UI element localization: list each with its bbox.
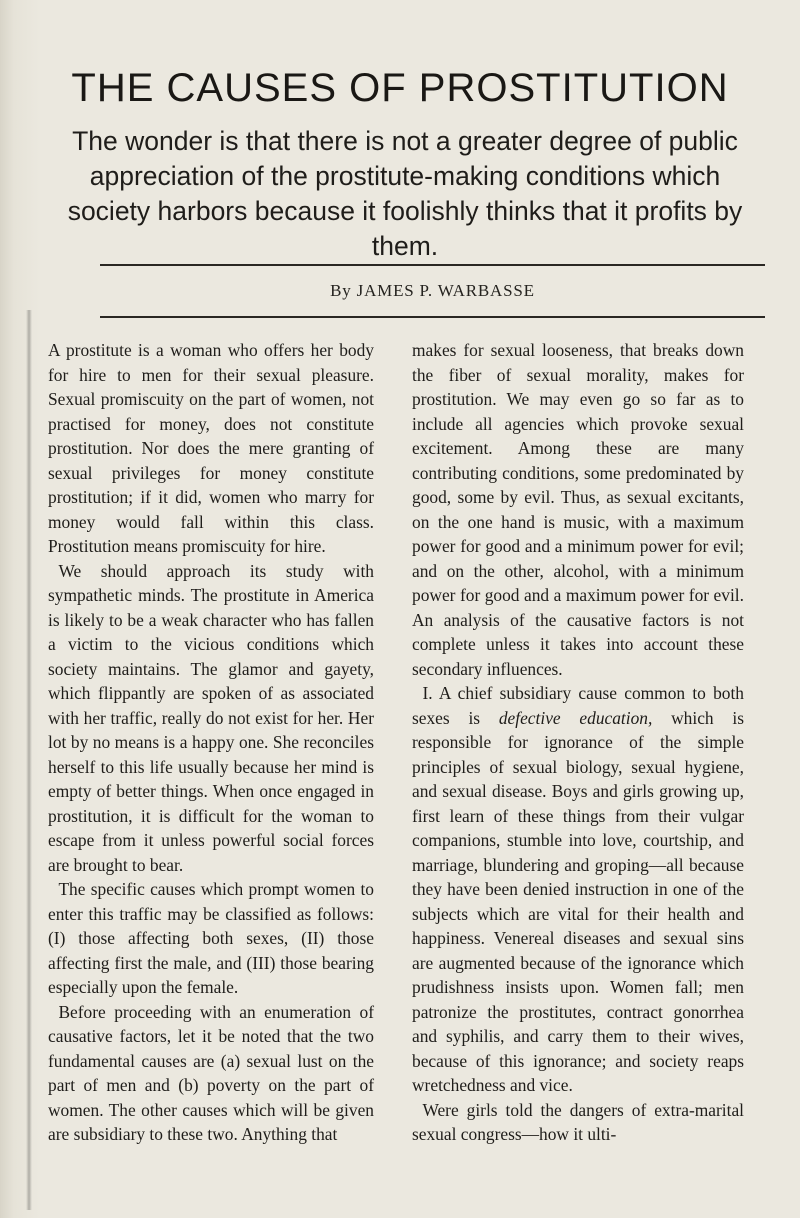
bottom-divider (100, 316, 765, 318)
paragraph-text: which is responsible for ignorance of the simple principles of sexual biology, sexual hygiene, and sexual disease. Boys and girls growing up, first learn of these things from their vulgar companions, stumble into love, courtship, and marriage, blundering and groping—all because they have been denied instruction in one of the subjects which are vital for their health and happiness. Venereal diseases and sexual sins are augmented because of the ignorance which prudishness insists upon. Women fall; men patronize the prostitutes, contract gonorrhea and syphilis, and carry them to their wives, because of this ignorance; and society reaps wretchedness and vice. (412, 707, 745, 1095)
article-title: THE CAUSES OF PROSTITUTION (71, 66, 729, 110)
paragraph: makes for sexual looseness, that breaks down the fiber of sexual morality, makes for prostitution. We may even go so far as to include all agencies which provoke sexual excitement. Among these are many contributing conditions, some predominated by good, some by evil. Thus, as sexual excitants, on the one hand is music, with a maximum power for good and a minimum power for evil; and on the other, alcohol, with a minimum power for good and a maximum power for evil. An analysis of the causative factors is not complete unless it takes into account these secondary influences. (412, 340, 744, 679)
article-byline: By JAMES P. WARBASSE (330, 281, 535, 300)
right-column (412, 338, 744, 1147)
paragraph: The specific causes which prompt women to enter this traffic may be classified as follows: (I) those affecting both sexes, (II) those affecting first the male, and (III) those bearing especially upon the female. (48, 879, 374, 997)
binding-shadow (26, 310, 32, 1210)
paragraph: A prostitute is a woman who offers her body for hire to men for their sexual pleasure. Sexual promiscuity on the part of women, not practised for money, does not constitute prostitution. Nor does the mere granting of sexual privileges for money constitute prostitution; if it did, women who marry for money would fall within this class. Prostitution means promiscuity for hire. (48, 340, 374, 556)
emphasized-text: defective education, (498, 707, 653, 728)
left-column (48, 338, 374, 1147)
article-subtitle: The wonder is that there is not a greater degree of public appreciation of the prostitute-making conditions which society harbors because it foolishly thinks that it profits by them. (67, 126, 743, 261)
paragraph: We should approach its study with sympathetic minds. The prostitute in America is likely to be a weak character who has fallen a victim to the vicious conditions which society maintains. The glamor and gayety, which flippantly are spoken of as associated with her traffic, really do not exist for her. Her lot by no means is a happy one. She reconciles herself to this life usually because her mind is empty of better things. When once engaged in prostitution, it is difficult for the woman to escape from it unless powerful social forces are brought to bear. (48, 560, 374, 875)
paragraph (412, 681, 744, 1098)
paragraph-text: I. A chief subsidiary cause common to both sexes is (412, 683, 744, 728)
paragraph: Before proceeding with an enumeration of causative factors, let it be noted that the two fundamental causes are (a) sexual lust on the part of men and (b) poverty on the part of women. The other causes which will be given are subsidiary to these two. Anything that (48, 1001, 374, 1144)
top-divider (100, 264, 765, 266)
paragraph: Were girls told the dangers of extra-marital sexual congress—how it ulti- (412, 1099, 744, 1144)
